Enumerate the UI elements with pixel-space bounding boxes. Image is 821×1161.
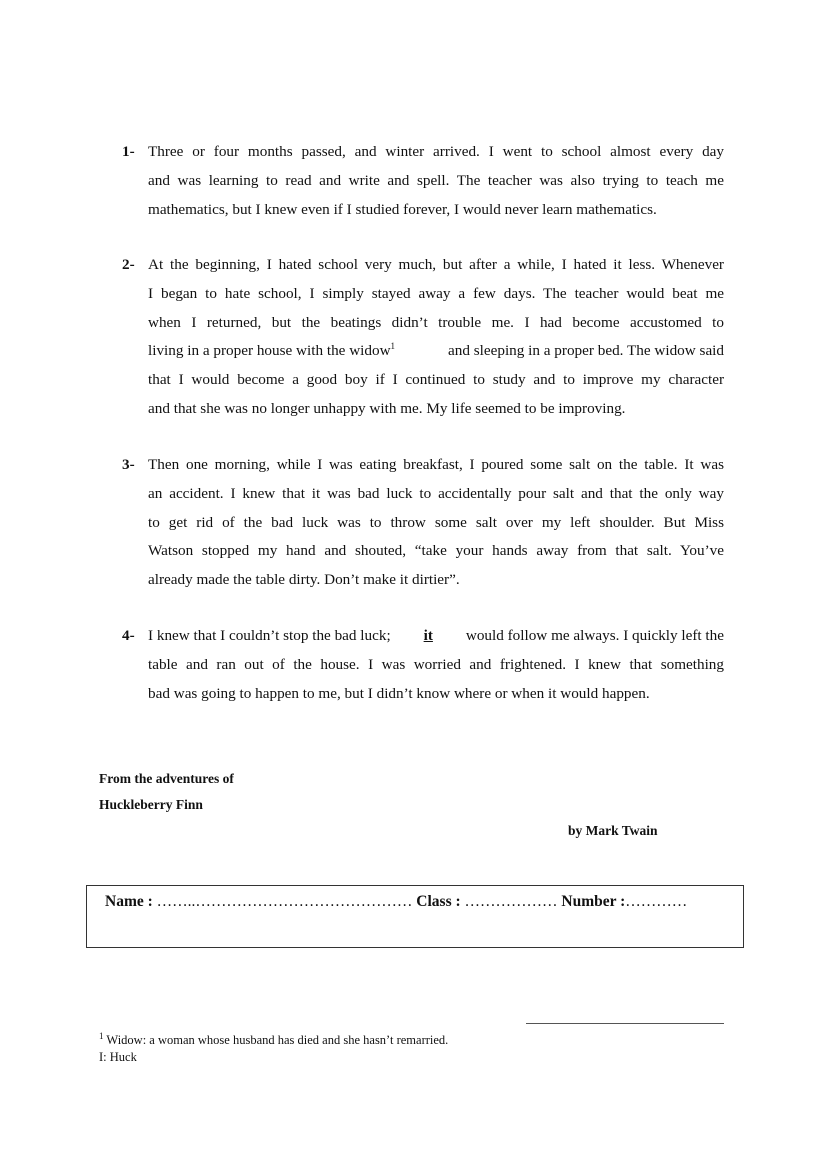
text-line: that I would become a good boy if I continued to study and to improve my character <box>148 371 724 389</box>
text-line: and was learning to read and write and spell. The teacher was also trying to teach me <box>148 171 724 189</box>
footnote-mark: 1 <box>99 1030 104 1041</box>
student-info-box <box>86 885 744 948</box>
name-field[interactable]: ……..…………………………………… <box>156 893 413 910</box>
source-title: From the adventures of <box>99 771 234 786</box>
text-line: when I returned, but the beatings didn’t trouble me. I had become accustomed to <box>148 313 724 331</box>
text-line: table and ran out of the house. I was worried and frightened. I knew that something <box>148 655 724 673</box>
number-label: Number : <box>561 893 626 910</box>
text-line: an accident. I knew that it was bad luck to accidentally pour salt and that the only way <box>148 484 724 502</box>
paragraph-number: 1- <box>122 143 135 160</box>
footnote-reference: 1 <box>390 341 396 352</box>
number-field[interactable]: ………… <box>625 893 688 910</box>
footnote-text: Widow: a woman whose husband has died and she hasn’t remarried. <box>106 1033 449 1047</box>
text-fragment: would follow me always. I quickly left the <box>465 627 724 644</box>
text-line: bad was going to happen to me, but I didn’t know where or when it would happen. <box>148 684 650 702</box>
paragraph-number: 2- <box>122 256 135 273</box>
text-line: I began to hate school, I simply stayed away a few days. The teacher would beat me <box>148 284 724 302</box>
text-line: already made the table dirty. Don’t make it dirtier”. <box>148 571 460 589</box>
text-line-part <box>148 337 395 366</box>
author: by Mark Twain <box>568 823 658 838</box>
paragraph-1 <box>122 138 724 224</box>
text-line: At the beginning, I hated school very much, but after a while, I hated it less. Whenever <box>148 256 724 273</box>
paragraph-2 <box>122 251 724 424</box>
text-fragment: and sleeping in a proper bed. The widow said <box>448 342 724 360</box>
paragraph-number: 3- <box>122 456 135 473</box>
text-fragment: I knew that I couldn’t stop the bad luck; <box>148 627 391 644</box>
name-label: Name : <box>105 893 153 910</box>
emphasized-word: it <box>423 627 433 644</box>
text-line: Then one morning, while I was eating breakfast, I poured some salt on the table. It was <box>148 456 724 473</box>
class-field[interactable]: ……………… <box>464 893 558 910</box>
text-line: mathematics, but I knew even if I studied forever, I would never learn mathematics. <box>148 200 657 218</box>
paragraph-4 <box>122 622 724 708</box>
paragraph-number: 4- <box>122 627 135 644</box>
text-line: and that she was no longer unhappy with me. My life seemed to be improving. <box>148 399 626 417</box>
text-line: Watson stopped my hand and shouted, “take your hands away from that salt. You’ve <box>148 542 724 560</box>
student-info-line <box>105 893 687 911</box>
text-line: Three or four months passed, and winter arrived. I went to school almost every day <box>148 143 724 160</box>
paragraph-3 <box>122 451 724 595</box>
footnote-i: I: Huck <box>99 1050 137 1064</box>
text-fragment: living in a proper house with the widow <box>148 342 391 360</box>
footnote-separator <box>526 1023 724 1024</box>
book-title: Huckleberry Finn <box>99 797 203 812</box>
text-line: to get rid of the bad luck was to throw some salt over my left shoulder. But Miss <box>148 513 724 531</box>
class-label: Class : <box>416 893 461 910</box>
footnote-widow <box>99 1030 449 1048</box>
